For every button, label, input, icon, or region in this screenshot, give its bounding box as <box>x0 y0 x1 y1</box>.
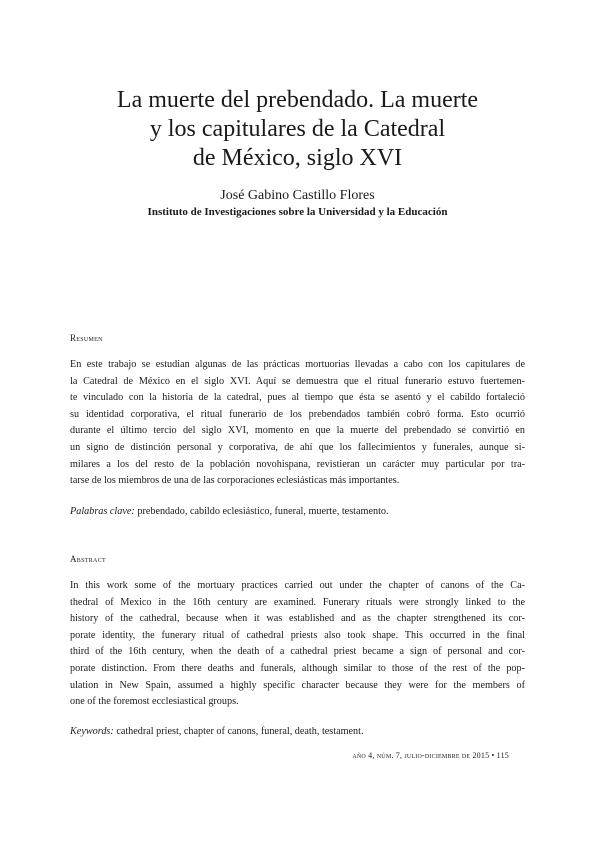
resumen-line: un signo de distinción personal y corporativa, de ahí que los fallecimientos y funerales, aunque si- <box>70 441 525 453</box>
resumen-line: En este trabajo se estudian algunas de las prácticas mortuorias llevadas a cabo con los capitulares de <box>70 359 525 370</box>
abstract-heading: Abstract <box>70 554 106 564</box>
resumen-line: la Catedral de México en el siglo XVI. Aquí se demuestra que el ritual funerario estuvo fuertemen- <box>70 375 525 387</box>
resumen-heading: Resumen <box>70 333 103 343</box>
resumen-line: milares a los del resto de la población novohispana, revistieran un carácter muy particular por tra- <box>70 458 525 470</box>
abstract-line: thedral of Mexico in the 16th century are examined. Funerary rituals were strongly linked to the <box>70 596 525 608</box>
abstract-line: third of the 16th century, when the death of a cathedral priest became a sign of personal and cor- <box>70 646 525 658</box>
abstract-keywords-text: cathedral priest, chapter of canons, funeral, death, testament. <box>116 726 364 737</box>
resumen-keywords-text: prebendado, cabildo eclesiástico, funeral, muerte, testamento. <box>137 506 389 517</box>
resumen-line: tarse de los miembros de una de las corporaciones eclesiásticas más importantes. <box>70 475 400 487</box>
abstract-keywords <box>70 725 525 739</box>
abstract-line: history of the cathedral, because when it was established and as the chapter strengthened its cor- <box>70 613 525 625</box>
resumen-keywords <box>70 505 525 519</box>
title-line-2: y los capitulares de la Catedral <box>149 116 446 142</box>
abstract-line: one of the foremost ecclesiastical groups. <box>70 696 239 708</box>
abstract-line: In this work some of the mortuary practices carried out under the chapter of canons of the Ca- <box>70 580 525 591</box>
resumen-line: su identidad corporativa, el ritual funerario de los prebendados también cobró forma. Esto ocurrió <box>70 408 525 420</box>
resumen-line: te vinculado con la historia de la catedral, pues al tiempo que ésta se asentó y el cabildo fortaleció <box>70 392 525 404</box>
abstract-paragraph <box>70 578 525 711</box>
author-name: José Gabino Castillo Flores <box>220 188 375 203</box>
resumen-keywords-label: Palabras clave: <box>70 506 135 517</box>
resumen-line: durante el último tercio del siglo XVI, momento en que la muerte del prebendado se convirtió en <box>70 425 525 437</box>
author-affiliation: Instituto de Investigaciones sobre la Universidad y la Educación <box>147 206 448 218</box>
abstract-keywords-label: Keywords: <box>70 726 114 737</box>
abstract-line: porate identity, the funerary ritual of cathedral priests also took shape. This occurred in the final <box>70 629 525 641</box>
title-line-1: La muerte del prebendado. La muerte <box>116 87 479 113</box>
article-title <box>60 86 535 173</box>
abstract-line: ulation in New Spain, assumed a highly specific character because they were for the members of <box>70 679 525 691</box>
page-footer: año 4, núm. 7, julio-diciembre de 2015 • 115 <box>352 751 509 760</box>
resumen-paragraph <box>70 357 525 490</box>
abstract-line: porate distinction. From there deaths and funerals, although similar to those of the rest of the pop- <box>70 662 525 674</box>
title-line-3: de México, siglo XVI <box>192 145 403 171</box>
